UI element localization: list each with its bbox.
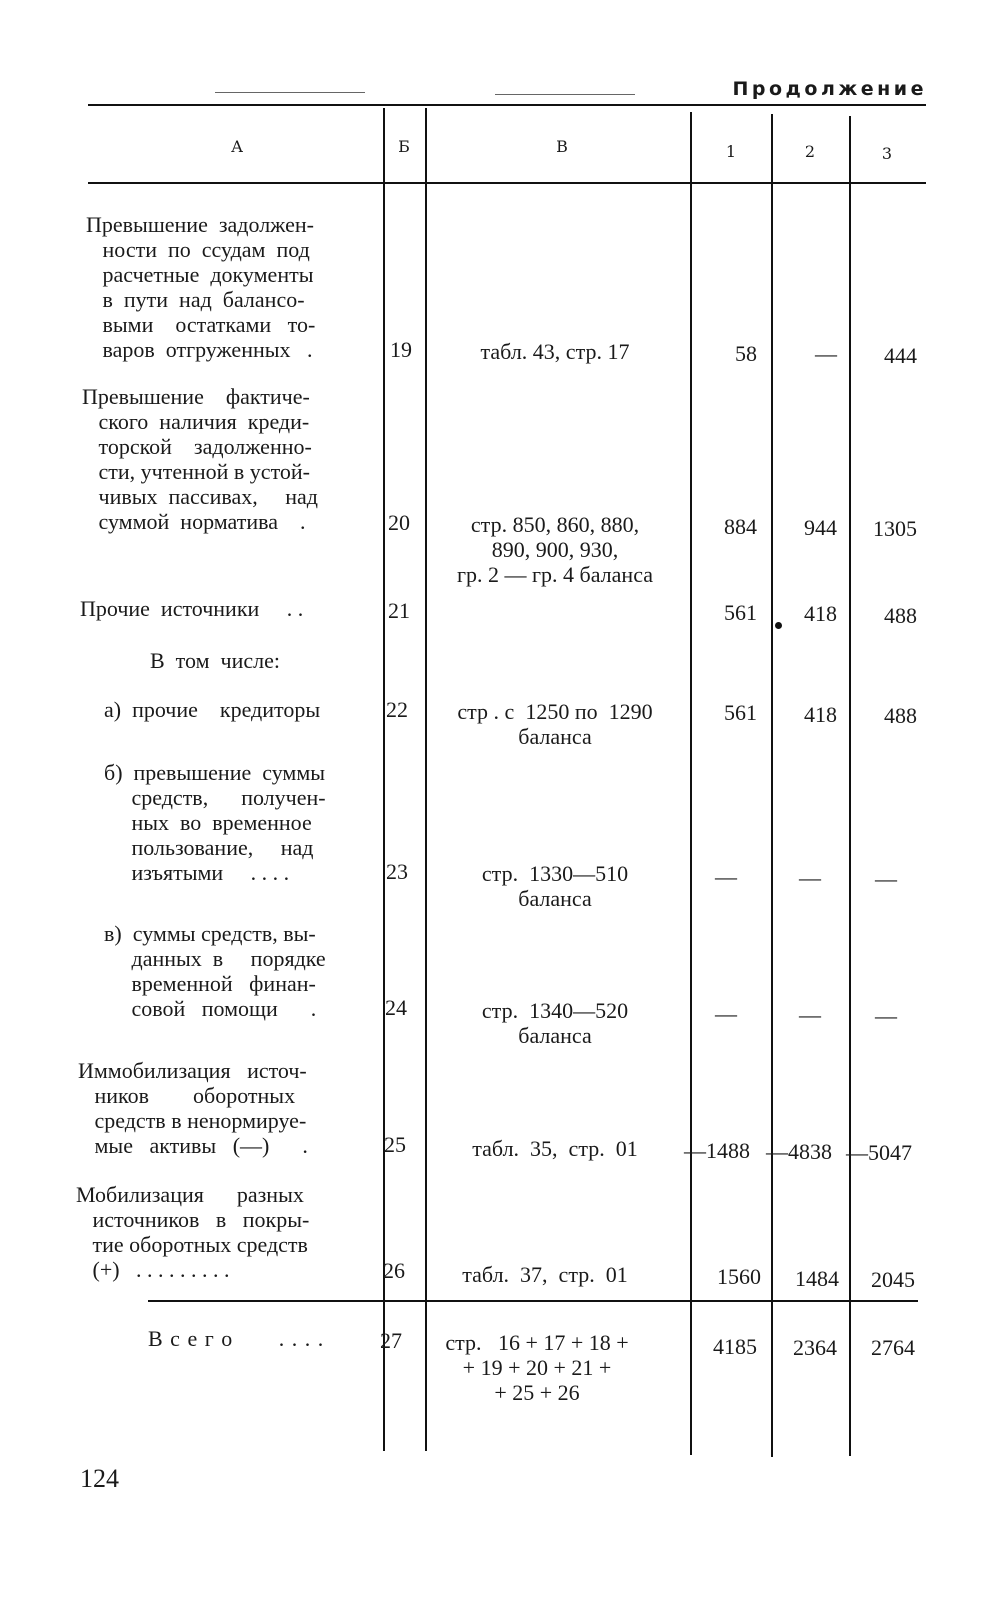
- row-source: стр. 850, 860, 880, 890, 900, 930, гр. 2 — гр. 4 баланса: [456, 512, 653, 587]
- row-number: 21: [388, 598, 410, 623]
- header-col-a: А: [230, 137, 244, 156]
- row-value-3: 488: [884, 703, 917, 728]
- total-source: стр. 16 + 17 + 18 + + 19 + 20 + 21 + + 25 + 26: [445, 1330, 629, 1405]
- row-value-3: 1305: [873, 516, 917, 541]
- row-source: стр. 1340—520 баланса: [481, 998, 629, 1048]
- row-number: 19: [390, 337, 412, 362]
- row-value-2: 418: [804, 601, 837, 626]
- row-value-1: 1560: [717, 1264, 761, 1289]
- column-rule: [849, 116, 851, 1456]
- row-label: Превышение фактиче- ского наличия креди- торской задолженно- сти, учтенной в устой- чивых пассивах, над суммой норматива .: [82, 384, 318, 534]
- row-label: Мобилизация разных источников в покры- тие оборотных средств (+) . . . . . . . . .: [76, 1182, 310, 1282]
- row-source: стр. 1330—510 баланса: [481, 861, 629, 911]
- row-value-2: —4838: [766, 1139, 832, 1164]
- column-rule: [383, 108, 385, 1451]
- row-source: табл. 43, стр. 17: [480, 339, 630, 364]
- row-value-3: —: [875, 1003, 897, 1028]
- row-label: в) суммы средств, вы- данных в порядке временной финан- совой помощи .: [104, 921, 326, 1021]
- continuation-label: Продолжение: [732, 78, 927, 100]
- total-value-3: 2764: [871, 1335, 915, 1360]
- total-value-2: 2364: [793, 1335, 837, 1360]
- header-col-2: 2: [804, 142, 816, 161]
- row-value-3: 444: [884, 343, 917, 368]
- ink-dot: [775, 622, 782, 629]
- row-value-3: 2045: [871, 1267, 915, 1292]
- scan-mark: [495, 94, 635, 95]
- row-value-1: 884: [724, 514, 757, 539]
- row-label: б) превышение суммы средств, получен- ных во временное пользование, над изъятыми . . . .: [104, 760, 326, 885]
- row-number: 25: [384, 1132, 406, 1157]
- header-col-3: 3: [881, 144, 893, 163]
- header-col-b: Б: [398, 137, 410, 156]
- total-label: В с е г о . . . .: [148, 1326, 325, 1351]
- row-number: 22: [386, 697, 408, 722]
- row-value-1: —1488: [684, 1138, 750, 1163]
- scan-mark: [215, 92, 365, 93]
- subheading: В том числе:: [150, 648, 280, 673]
- total-value-1: 4185: [713, 1334, 757, 1359]
- row-value-1: —: [715, 1001, 737, 1026]
- table-top-rule: [88, 104, 926, 106]
- header-col-1: 1: [725, 142, 737, 161]
- header-col-v: В: [556, 137, 568, 156]
- row-value-2: 1484: [795, 1266, 839, 1291]
- page-number: 124: [80, 1464, 119, 1493]
- total-rule: [148, 1300, 918, 1302]
- header-bottom-rule: [88, 182, 926, 184]
- column-rule: [690, 112, 692, 1455]
- row-label: а) прочие кредиторы: [104, 697, 321, 722]
- row-source: табл. 37, стр. 01: [462, 1262, 628, 1287]
- row-value-3: 488: [884, 603, 917, 628]
- row-value-3: —: [875, 866, 897, 891]
- total-number: 27: [380, 1328, 402, 1353]
- row-label: Иммобилизация источ- ников оборотных средств в ненормируе- мые активы (—) .: [78, 1058, 308, 1158]
- row-label: Превышение задолжен- ности по ссудам под расчетные документы в пути над балансо- выми остатками то- варов отгруженных .: [86, 212, 316, 362]
- row-value-1: —: [715, 864, 737, 889]
- column-rule: [771, 114, 773, 1457]
- row-value-1: 561: [724, 600, 757, 625]
- row-source: стр . с 1250 по 1290 баланса: [457, 699, 653, 749]
- row-label: Прочие источники . .: [80, 596, 304, 621]
- row-number: 23: [386, 859, 408, 884]
- row-value-2: —: [799, 865, 821, 890]
- row-value-3: —5047: [846, 1140, 912, 1165]
- row-number: 26: [383, 1258, 405, 1283]
- row-value-2: 418: [804, 702, 837, 727]
- row-value-2: —: [815, 341, 837, 366]
- row-source: табл. 35, стр. 01: [472, 1136, 638, 1161]
- row-value-2: 944: [804, 515, 837, 540]
- row-value-1: 561: [724, 700, 757, 725]
- row-value-2: —: [799, 1002, 821, 1027]
- row-value-1: 58: [735, 341, 757, 366]
- row-number: 20: [388, 510, 410, 535]
- row-number: 24: [385, 995, 407, 1020]
- column-rule: [425, 108, 427, 1451]
